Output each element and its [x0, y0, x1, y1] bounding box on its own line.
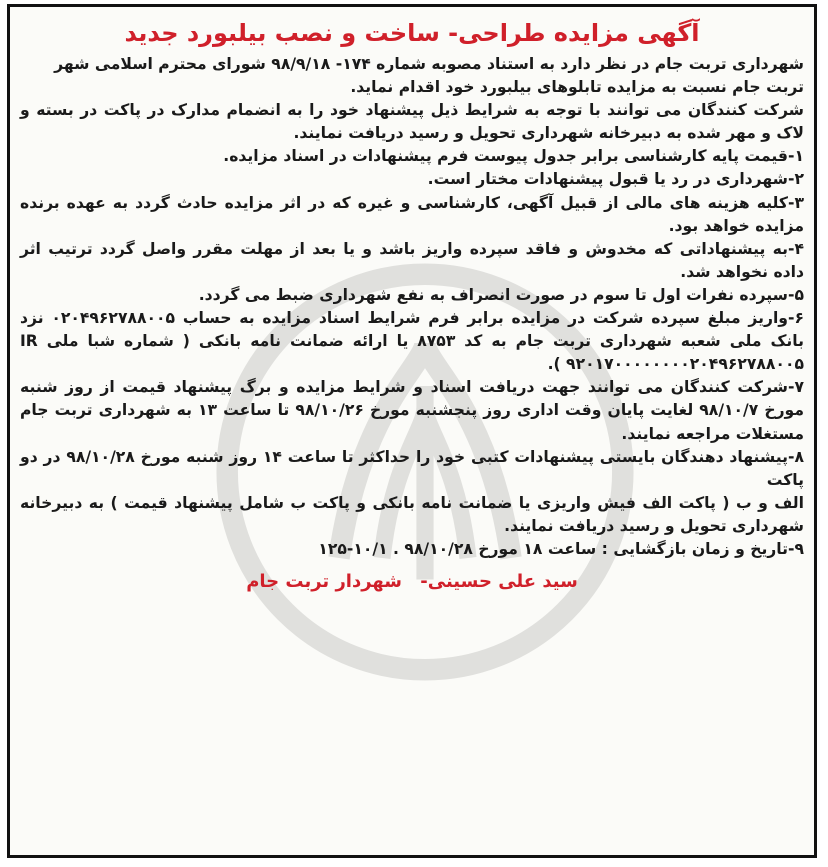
- notice-title: آگهی مزایده طراحی- ساخت و نصب بیلبورد جدید: [124, 19, 700, 47]
- notice-content: [20, 13, 804, 597]
- clause-8: ۸-پیشنهاد دهندگان بایستی پیشنهادات کتبی خود را حداکثر تا ساعت ۱۴ روز شنبه مورخ ۹۸/۱۰/۲۸ در دو پاکت: [20, 447, 804, 489]
- clause-3: ۳-کلیه هزینه های مالی از قبیل آگهی، کارشناسی و غیره که در اثر مزایده حادث گردد به عهده برنده مزایده خواهد بود.: [20, 193, 804, 235]
- clause-5: ۵-سپرده نفرات اول تا سوم در صورت انصراف به نفع شهرداری ضبط می گردد.: [198, 285, 804, 304]
- clause-2: ۲-شهرداری در رد یا قبول پیشنهادات مختار است.: [427, 170, 804, 189]
- clause-1: ۱-قیمت پایه کارشناسی برابر جدول پیوست فرم پیشنهادات در اسناد مزایده.: [223, 147, 804, 166]
- signature-role: شهردار تربت جام: [246, 571, 402, 593]
- clause-6: ۶-واریز مبلغ سپرده شرکت در مزایده برابر فرم شرایط اسناد مزایده به حساب ۰۲۰۴۹۶۲۷۸۸۰۰۵ نزد بانک ملی شعبه شهرداری تربت جام به کد ۸۷۵۳ یا ارائه ضمانت نامه بانکی ( شماره شبا ملی IR ۹۲۰۱۷۰۰۰۰۰۰۰۰۲۰۴۹۶۲۷۸۸۰۰۵ ).: [20, 309, 804, 374]
- signature-name: سید علی حسینی-: [420, 571, 578, 593]
- paragraph-intro-2: تربت جام نسبت به مزایده تابلوهای بیلبورد خود اقدام نماید.: [350, 78, 804, 97]
- clause-7: ۷-شرکت کنندگان می توانند جهت دریافت اسناد و شرایط مزایده و برگ پیشنهاد قیمت از روز شنبه مورخ ۹۸/۱۰/۷ لغایت پایان وقت اداری روز پنجشنبه مورخ ۹۸/۱۰/۲۶ تا ساعت ۱۳ به شهرداری تربت جام مستغلات مراجعه نمایند.: [20, 378, 804, 443]
- clause-9: ۹-تاریخ و زمان بازگشایی : ساعت ۱۸ مورخ ۹۸/۱۰/۲۸ . ۱۰/۱-۱۲۵: [318, 539, 804, 558]
- paragraph-submission: شرکت کنندگان می توانند با توجه به شرایط ذیل پیشنهاد خود را به انضمام مدارک در پاکت در بسته و لاک و مهر شده به دبیرخانه شهرداری تحویل و رسید دریافت نمایند.: [20, 101, 804, 143]
- signature-line: [20, 567, 804, 597]
- notice-frame: [7, 4, 817, 858]
- notice-body: [20, 53, 804, 561]
- clause-4: ۴-به پیشنهاداتی که مخدوش و فاقد سپرده واریز باشد و یا بعد از مهلت مقرر واصل گردد ترتیب اثر داده نخواهد شد.: [20, 239, 804, 281]
- paragraph-intro: شهرداری تربت جام در نظر دارد به استناد مصوبه شماره ۱۷۴- ۹۸/۹/۱۸ شورای محترم اسلامی شهر: [54, 55, 804, 73]
- clause-8-continued: الف و ب ( پاکت الف فیش واریزی یا ضمانت نامه بانکی و پاکت ب شامل پیشنهاد قیمت ) به دبیرخانه شهرداری تحویل و رسید دریافت نمایند.: [20, 493, 804, 535]
